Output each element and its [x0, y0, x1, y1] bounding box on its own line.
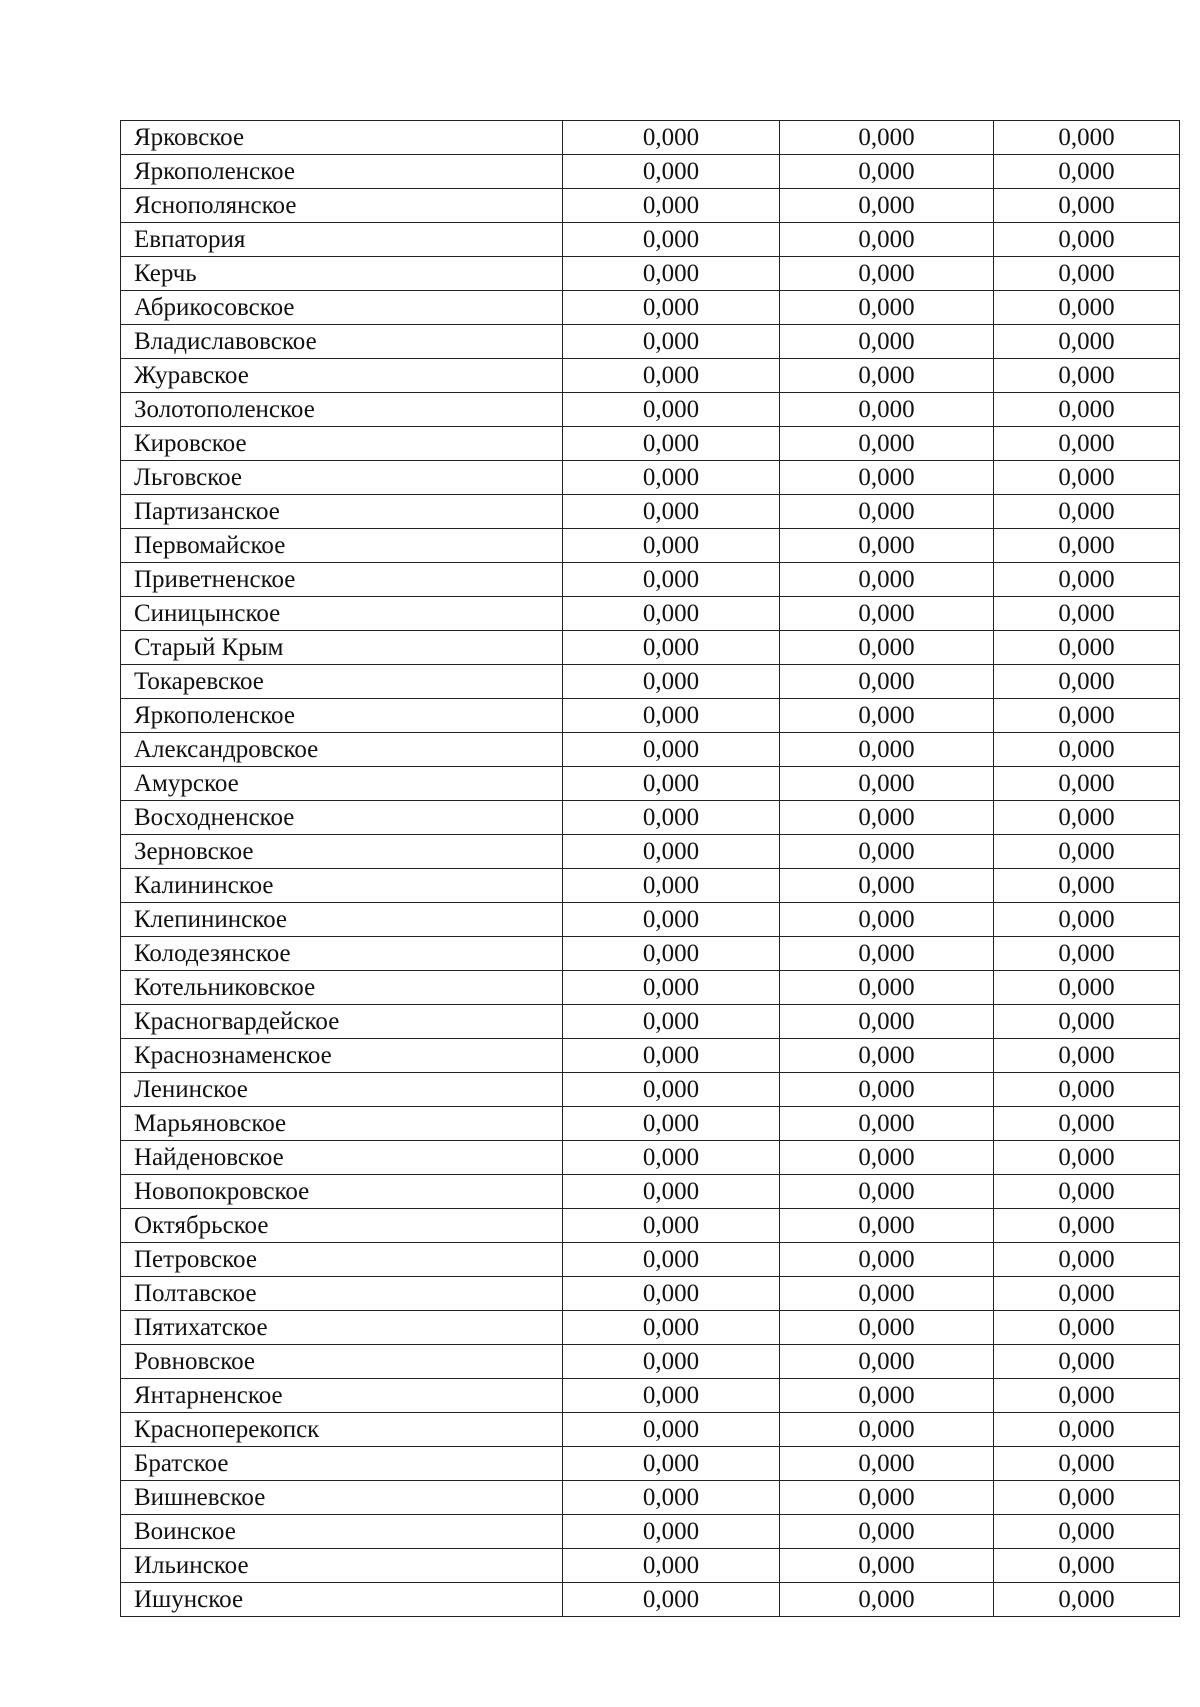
value-cell-col3: 0,000 [994, 427, 1180, 461]
value-cell-col1: 0,000 [563, 1209, 780, 1243]
value-cell-col3: 0,000 [994, 1311, 1180, 1345]
table-row [121, 937, 1180, 971]
value-cell-col3: 0,000 [994, 495, 1180, 529]
settlement-name-cell: Амурское [121, 767, 563, 801]
settlement-name-cell: Марьяновское [121, 1107, 563, 1141]
value-cell-col2: 0,000 [780, 1481, 994, 1515]
value-cell-col2: 0,000 [780, 1345, 994, 1379]
value-cell-col2: 0,000 [780, 767, 994, 801]
settlement-name-cell: Октябрьское [121, 1209, 563, 1243]
value-cell-col3: 0,000 [994, 835, 1180, 869]
value-cell-col1: 0,000 [563, 937, 780, 971]
settlement-name-cell: Журавское [121, 359, 563, 393]
value-cell-col3: 0,000 [994, 155, 1180, 189]
value-cell-col1: 0,000 [563, 1481, 780, 1515]
table-row [121, 1379, 1180, 1413]
value-cell-col1: 0,000 [563, 1039, 780, 1073]
table-row [121, 1549, 1180, 1583]
settlement-name-cell: Калининское [121, 869, 563, 903]
settlement-name-cell: Золотополенское [121, 393, 563, 427]
value-cell-col2: 0,000 [780, 1379, 994, 1413]
value-cell-col3: 0,000 [994, 699, 1180, 733]
value-cell-col3: 0,000 [994, 971, 1180, 1005]
table-row [121, 257, 1180, 291]
settlement-name-cell: Ровновское [121, 1345, 563, 1379]
table-row [121, 1175, 1180, 1209]
value-cell-col3: 0,000 [994, 121, 1180, 155]
table-row [121, 1311, 1180, 1345]
value-cell-col2: 0,000 [780, 257, 994, 291]
settlement-name-cell: Яснополянское [121, 189, 563, 223]
value-cell-col1: 0,000 [563, 665, 780, 699]
value-cell-col1: 0,000 [563, 257, 780, 291]
value-cell-col3: 0,000 [994, 1447, 1180, 1481]
value-cell-col3: 0,000 [994, 937, 1180, 971]
value-cell-col2: 0,000 [780, 223, 994, 257]
value-cell-col2: 0,000 [780, 563, 994, 597]
table-row [121, 563, 1180, 597]
settlement-name-cell: Найденовское [121, 1141, 563, 1175]
value-cell-col3: 0,000 [994, 189, 1180, 223]
settlement-name-cell: Пятихатское [121, 1311, 563, 1345]
settlement-name-cell: Полтавское [121, 1277, 563, 1311]
value-cell-col1: 0,000 [563, 903, 780, 937]
value-cell-col2: 0,000 [780, 903, 994, 937]
value-cell-col3: 0,000 [994, 461, 1180, 495]
value-cell-col2: 0,000 [780, 631, 994, 665]
table-row [121, 1005, 1180, 1039]
value-cell-col2: 0,000 [780, 1141, 994, 1175]
value-cell-col3: 0,000 [994, 359, 1180, 393]
value-cell-col2: 0,000 [780, 801, 994, 835]
value-cell-col3: 0,000 [994, 597, 1180, 631]
value-cell-col3: 0,000 [994, 1209, 1180, 1243]
value-cell-col2: 0,000 [780, 393, 994, 427]
table-row [121, 1345, 1180, 1379]
value-cell-col1: 0,000 [563, 1073, 780, 1107]
settlement-name-cell: Красноперекопск [121, 1413, 563, 1447]
value-cell-col1: 0,000 [563, 1549, 780, 1583]
value-cell-col2: 0,000 [780, 291, 994, 325]
settlement-name-cell: Яркополенское [121, 155, 563, 189]
settlement-name-cell: Ярковское [121, 121, 563, 155]
table-row [121, 597, 1180, 631]
value-cell-col1: 0,000 [563, 1277, 780, 1311]
value-cell-col2: 0,000 [780, 325, 994, 359]
value-cell-col1: 0,000 [563, 1175, 780, 1209]
value-cell-col3: 0,000 [994, 257, 1180, 291]
table-row [121, 189, 1180, 223]
table-row [121, 1209, 1180, 1243]
value-cell-col2: 0,000 [780, 1175, 994, 1209]
table-row [121, 1039, 1180, 1073]
value-cell-col1: 0,000 [563, 325, 780, 359]
value-cell-col2: 0,000 [780, 427, 994, 461]
value-cell-col1: 0,000 [563, 495, 780, 529]
settlement-name-cell: Яркополенское [121, 699, 563, 733]
value-cell-col2: 0,000 [780, 1277, 994, 1311]
value-cell-col3: 0,000 [994, 869, 1180, 903]
settlement-name-cell: Вишневское [121, 1481, 563, 1515]
value-cell-col3: 0,000 [994, 1345, 1180, 1379]
value-cell-col3: 0,000 [994, 1379, 1180, 1413]
table-row [121, 733, 1180, 767]
table-row [121, 869, 1180, 903]
table-row [121, 1243, 1180, 1277]
table-row [121, 699, 1180, 733]
table-row [121, 1447, 1180, 1481]
value-cell-col1: 0,000 [563, 1447, 780, 1481]
value-cell-col1: 0,000 [563, 291, 780, 325]
table-row [121, 1583, 1180, 1617]
value-cell-col3: 0,000 [994, 1141, 1180, 1175]
settlement-name-cell: Синицынское [121, 597, 563, 631]
value-cell-col1: 0,000 [563, 869, 780, 903]
settlement-name-cell: Братское [121, 1447, 563, 1481]
value-cell-col1: 0,000 [563, 461, 780, 495]
settlement-name-cell: Приветненское [121, 563, 563, 597]
table-row [121, 767, 1180, 801]
settlement-name-cell: Кировское [121, 427, 563, 461]
value-cell-col2: 0,000 [780, 1107, 994, 1141]
value-cell-col2: 0,000 [780, 869, 994, 903]
table-row [121, 1277, 1180, 1311]
table-row [121, 359, 1180, 393]
value-cell-col2: 0,000 [780, 155, 994, 189]
settlement-name-cell: Абрикосовское [121, 291, 563, 325]
value-cell-col1: 0,000 [563, 801, 780, 835]
value-cell-col2: 0,000 [780, 971, 994, 1005]
value-cell-col2: 0,000 [780, 1583, 994, 1617]
value-cell-col1: 0,000 [563, 155, 780, 189]
value-cell-col2: 0,000 [780, 597, 994, 631]
value-cell-col1: 0,000 [563, 1243, 780, 1277]
value-cell-col2: 0,000 [780, 937, 994, 971]
value-cell-col3: 0,000 [994, 665, 1180, 699]
table-row [121, 495, 1180, 529]
value-cell-col3: 0,000 [994, 563, 1180, 597]
value-cell-col3: 0,000 [994, 733, 1180, 767]
settlement-name-cell: Воинское [121, 1515, 563, 1549]
value-cell-col1: 0,000 [563, 1107, 780, 1141]
settlement-name-cell: Льговское [121, 461, 563, 495]
value-cell-col3: 0,000 [994, 529, 1180, 563]
settlement-name-cell: Зерновское [121, 835, 563, 869]
value-cell-col1: 0,000 [563, 1311, 780, 1345]
settlement-name-cell: Евпатория [121, 223, 563, 257]
value-cell-col1: 0,000 [563, 1515, 780, 1549]
value-cell-col2: 0,000 [780, 189, 994, 223]
value-cell-col3: 0,000 [994, 1039, 1180, 1073]
settlement-name-cell: Старый Крым [121, 631, 563, 665]
value-cell-col3: 0,000 [994, 1515, 1180, 1549]
value-cell-col2: 0,000 [780, 1243, 994, 1277]
table-row [121, 801, 1180, 835]
table-row [121, 529, 1180, 563]
value-cell-col3: 0,000 [994, 1073, 1180, 1107]
table-body [121, 121, 1180, 1617]
value-cell-col3: 0,000 [994, 1277, 1180, 1311]
value-cell-col3: 0,000 [994, 801, 1180, 835]
value-cell-col2: 0,000 [780, 461, 994, 495]
value-cell-col1: 0,000 [563, 1141, 780, 1175]
settlement-name-cell: Александровское [121, 733, 563, 767]
table-row [121, 1413, 1180, 1447]
table-row [121, 665, 1180, 699]
value-cell-col1: 0,000 [563, 393, 780, 427]
value-cell-col1: 0,000 [563, 733, 780, 767]
table-row [121, 1515, 1180, 1549]
table-row [121, 393, 1180, 427]
value-cell-col1: 0,000 [563, 529, 780, 563]
settlement-name-cell: Ильинское [121, 1549, 563, 1583]
value-cell-col3: 0,000 [994, 1549, 1180, 1583]
table-row [121, 903, 1180, 937]
value-cell-col2: 0,000 [780, 529, 994, 563]
value-cell-col3: 0,000 [994, 1243, 1180, 1277]
value-cell-col2: 0,000 [780, 1515, 994, 1549]
value-cell-col3: 0,000 [994, 393, 1180, 427]
value-cell-col2: 0,000 [780, 1549, 994, 1583]
table-row [121, 1141, 1180, 1175]
value-cell-col2: 0,000 [780, 1413, 994, 1447]
table-row [121, 155, 1180, 189]
value-cell-col1: 0,000 [563, 189, 780, 223]
value-cell-col1: 0,000 [563, 1583, 780, 1617]
table-row [121, 461, 1180, 495]
value-cell-col1: 0,000 [563, 1379, 780, 1413]
value-cell-col2: 0,000 [780, 1039, 994, 1073]
settlement-name-cell: Ишунское [121, 1583, 563, 1617]
settlement-name-cell: Ленинское [121, 1073, 563, 1107]
value-cell-col1: 0,000 [563, 563, 780, 597]
settlement-name-cell: Колодезянское [121, 937, 563, 971]
table-row [121, 835, 1180, 869]
value-cell-col2: 0,000 [780, 665, 994, 699]
value-cell-col3: 0,000 [994, 223, 1180, 257]
settlement-name-cell: Красногвардейское [121, 1005, 563, 1039]
value-cell-col3: 0,000 [994, 1175, 1180, 1209]
value-cell-col3: 0,000 [994, 1481, 1180, 1515]
value-cell-col2: 0,000 [780, 835, 994, 869]
value-cell-col2: 0,000 [780, 1447, 994, 1481]
value-cell-col3: 0,000 [994, 1005, 1180, 1039]
value-cell-col2: 0,000 [780, 359, 994, 393]
value-cell-col1: 0,000 [563, 971, 780, 1005]
settlement-name-cell: Краснознаменское [121, 1039, 563, 1073]
table-row [121, 1073, 1180, 1107]
value-cell-col1: 0,000 [563, 699, 780, 733]
settlement-name-cell: Первомайское [121, 529, 563, 563]
value-cell-col2: 0,000 [780, 1073, 994, 1107]
value-cell-col3: 0,000 [994, 903, 1180, 937]
settlement-name-cell: Янтарненское [121, 1379, 563, 1413]
table-row [121, 1481, 1180, 1515]
value-cell-col2: 0,000 [780, 1005, 994, 1039]
table-row [121, 121, 1180, 155]
settlement-name-cell: Владиславовское [121, 325, 563, 359]
value-cell-col3: 0,000 [994, 631, 1180, 665]
settlement-name-cell: Керчь [121, 257, 563, 291]
value-cell-col1: 0,000 [563, 427, 780, 461]
value-cell-col3: 0,000 [994, 325, 1180, 359]
value-cell-col1: 0,000 [563, 835, 780, 869]
value-cell-col1: 0,000 [563, 223, 780, 257]
table-row [121, 291, 1180, 325]
value-cell-col1: 0,000 [563, 359, 780, 393]
settlement-name-cell: Токаревское [121, 665, 563, 699]
settlement-name-cell: Новопокровское [121, 1175, 563, 1209]
value-cell-col2: 0,000 [780, 1209, 994, 1243]
table-row [121, 325, 1180, 359]
value-cell-col1: 0,000 [563, 121, 780, 155]
value-cell-col1: 0,000 [563, 631, 780, 665]
table-row [121, 1107, 1180, 1141]
value-cell-col3: 0,000 [994, 1583, 1180, 1617]
value-cell-col1: 0,000 [563, 1005, 780, 1039]
value-cell-col1: 0,000 [563, 597, 780, 631]
value-cell-col2: 0,000 [780, 1311, 994, 1345]
value-cell-col1: 0,000 [563, 1345, 780, 1379]
value-cell-col1: 0,000 [563, 767, 780, 801]
table-row [121, 223, 1180, 257]
settlement-name-cell: Котельниковское [121, 971, 563, 1005]
value-cell-col2: 0,000 [780, 121, 994, 155]
value-cell-col2: 0,000 [780, 699, 994, 733]
settlement-name-cell: Восходненское [121, 801, 563, 835]
value-cell-col3: 0,000 [994, 1107, 1180, 1141]
data-table [120, 120, 1180, 1617]
table-row [121, 631, 1180, 665]
settlement-name-cell: Партизанское [121, 495, 563, 529]
value-cell-col2: 0,000 [780, 495, 994, 529]
value-cell-col3: 0,000 [994, 767, 1180, 801]
table-row [121, 427, 1180, 461]
settlement-name-cell: Петровское [121, 1243, 563, 1277]
value-cell-col2: 0,000 [780, 733, 994, 767]
settlement-name-cell: Клепининское [121, 903, 563, 937]
value-cell-col3: 0,000 [994, 291, 1180, 325]
value-cell-col3: 0,000 [994, 1413, 1180, 1447]
value-cell-col1: 0,000 [563, 1413, 780, 1447]
table-row [121, 971, 1180, 1005]
